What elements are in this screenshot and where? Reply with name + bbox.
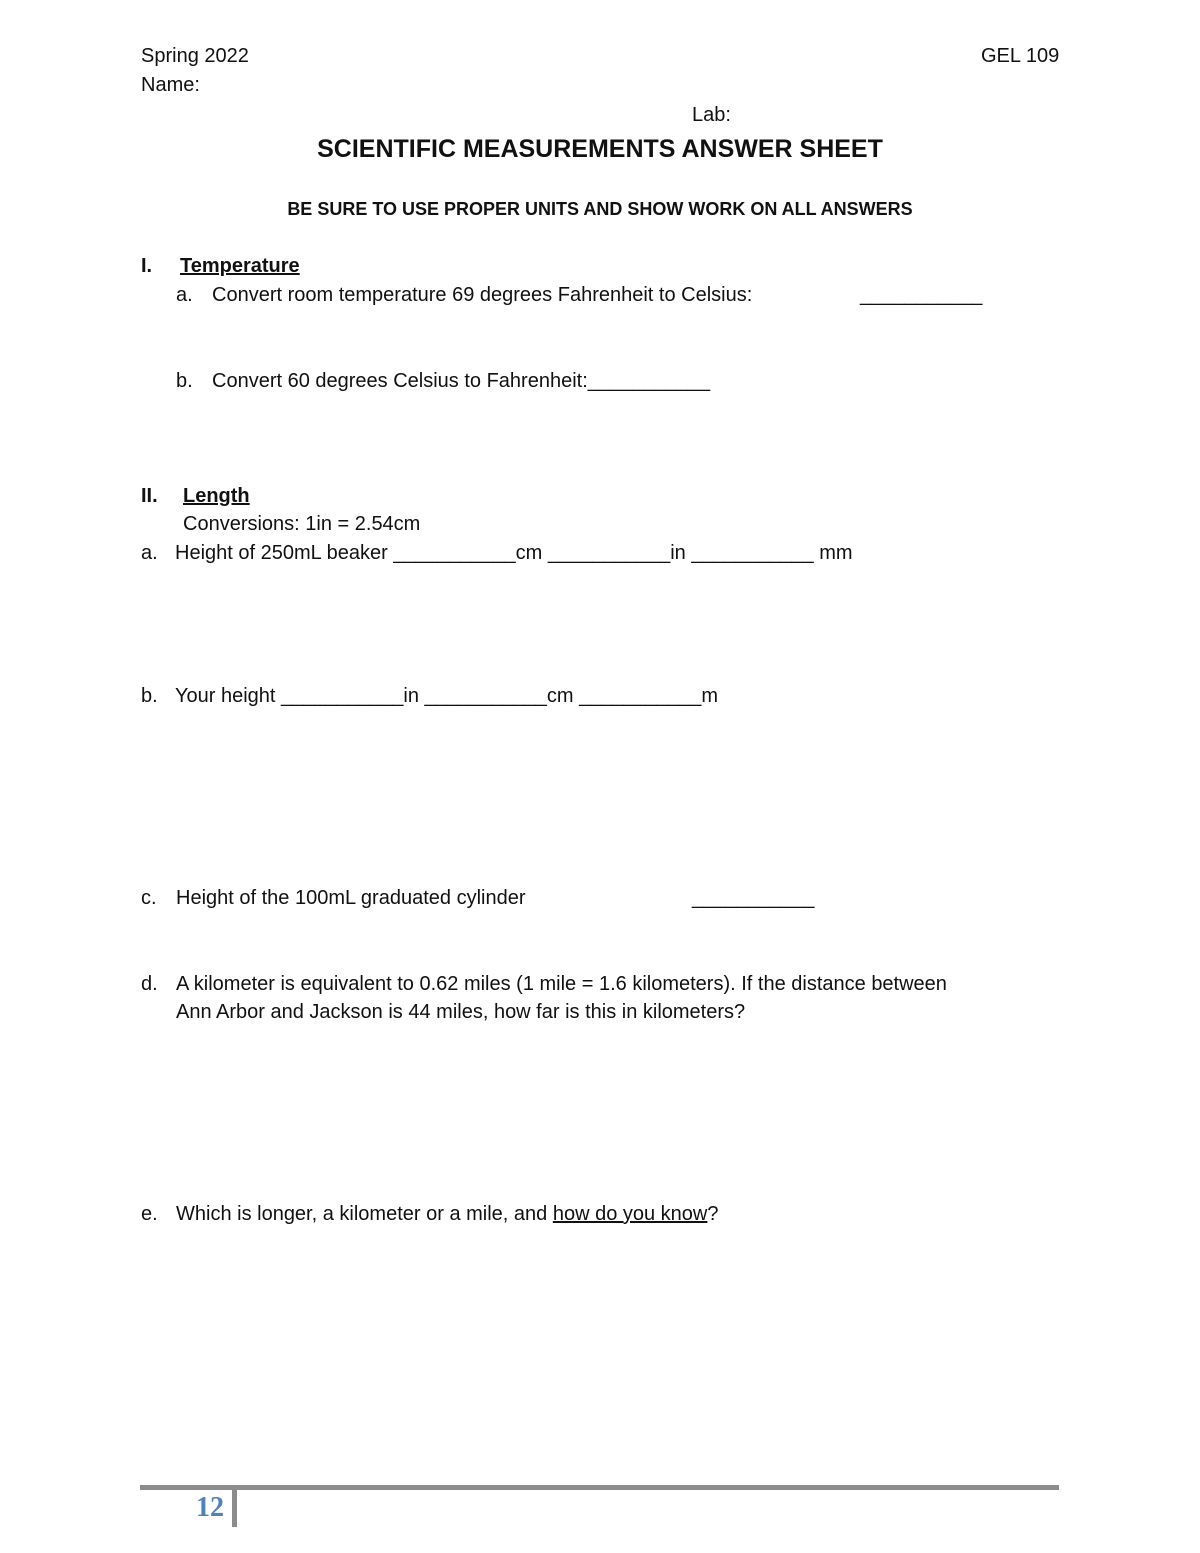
question-text-part: Which is longer, a kilometer or a mile, and: [176, 1203, 553, 1225]
question-text: Your height ___________in ___________cm ___________m: [175, 685, 719, 707]
footer-rule: [140, 1485, 1059, 1490]
item-marker: d.: [141, 973, 158, 995]
question-text: Height of the 100mL graduated cylinder: [176, 887, 526, 909]
question-text: Convert 60 degrees Celsius to Fahrenheit:___________: [212, 370, 711, 392]
section-numeral: II.: [141, 485, 158, 507]
question-text-part: ?: [707, 1203, 719, 1225]
question-emphasis: how do you know: [552, 1203, 708, 1225]
answer-blank: ___________: [692, 887, 815, 909]
item-marker: a.: [141, 542, 158, 564]
section-heading-temperature: Temperature: [180, 255, 300, 277]
item-marker: b.: [176, 370, 193, 392]
item-marker: c.: [141, 887, 157, 909]
term-label: Spring 2022: [141, 45, 249, 67]
answer-blank: ___________: [860, 284, 983, 306]
question-text: [176, 1203, 719, 1226]
conversions-note: Conversions: 1in = 2.54cm: [183, 513, 421, 535]
section-numeral: I.: [141, 255, 153, 277]
question-text: Ann Arbor and Jackson is 44 miles, how far is this in kilometers?: [176, 1001, 746, 1023]
instruction-text: BE SURE TO USE PROPER UNITS AND SHOW WORK ON ALL ANSWERS: [287, 199, 913, 219]
page-number: 12: [196, 1492, 224, 1523]
section-heading-length: Length: [183, 485, 250, 507]
name-label: Name:: [141, 74, 200, 96]
footer-divider: [232, 1490, 237, 1527]
lab-label: Lab:: [692, 104, 731, 126]
question-text: Height of 250mL beaker ___________cm ___________in ___________ mm: [175, 542, 853, 564]
page-title: SCIENTIFIC MEASUREMENTS ANSWER SHEET: [317, 135, 883, 163]
question-text: Convert room temperature 69 degrees Fahrenheit to Celsius:: [212, 284, 753, 306]
course-label: GEL 109: [981, 45, 1060, 67]
question-text: A kilometer is equivalent to 0.62 miles (1 mile = 1.6 kilometers). If the distance between: [176, 973, 947, 995]
item-marker: b.: [141, 685, 158, 707]
item-marker: a.: [176, 284, 193, 306]
item-marker: e.: [141, 1203, 158, 1225]
